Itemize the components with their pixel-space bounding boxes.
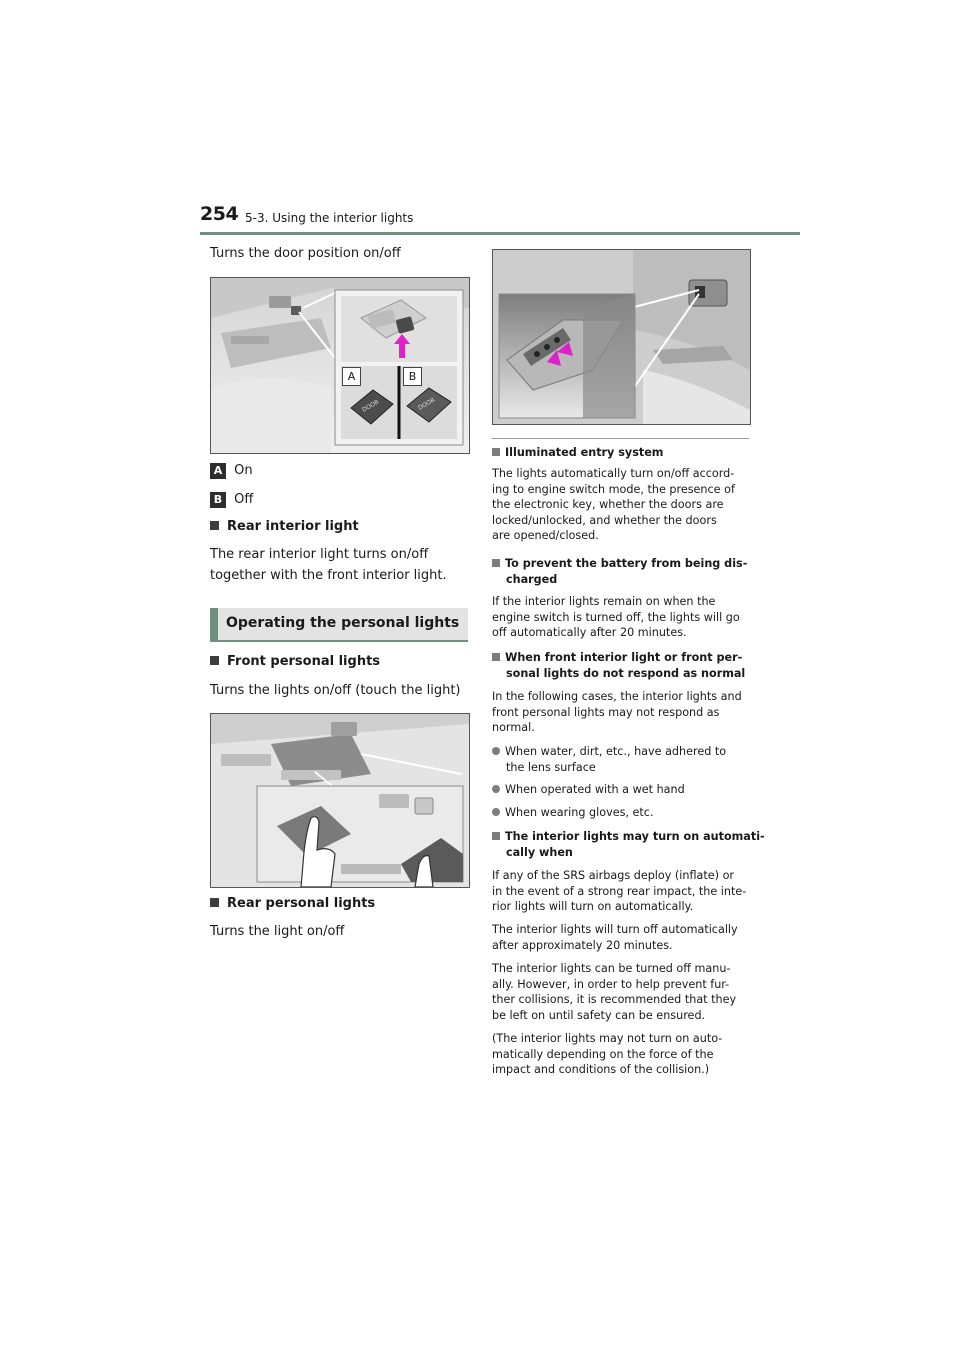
automatic-heading [492, 829, 765, 860]
rear-interior-heading [210, 516, 359, 537]
bullet-text: When operated with a wet hand [505, 783, 685, 796]
automatic-line: If any of the SRS airbags deploy (inflate) or [492, 869, 735, 882]
rear-personal-heading-text: Rear personal lights [227, 896, 376, 911]
svg-text:DOOR: DOOR [361, 398, 381, 414]
automatic-line: The interior lights will turn off automatically [492, 923, 738, 936]
legend-text-off: Off [234, 492, 254, 507]
door-switch-figure [210, 277, 470, 454]
automatic-line: after approximately 20 minutes. [492, 938, 673, 952]
operating-heading-text: Operating the personal lights [226, 615, 460, 631]
dot-bullet-icon [492, 808, 500, 816]
not-respond-heading-line-1: When front interior light or front per- [505, 651, 743, 664]
section-title: 5-3. Using the interior lights [245, 211, 414, 225]
square-bullet-icon [210, 521, 219, 530]
door-switch-illustration [211, 278, 469, 453]
not-respond-heading-line-2: sonal lights do not respond as normal [506, 666, 746, 680]
not-respond-line: front personal lights may not respond as [492, 705, 720, 719]
bullet-text-cont: the lens surface [506, 760, 596, 774]
illuminated-line: ing to engine switch mode, the presence of [492, 482, 735, 496]
automatic-line: (The interior lights may not turn on auto- [492, 1032, 723, 1045]
automatic-paragraph-2 [492, 922, 738, 953]
rear-interior-line-2: together with the front interior light. [210, 568, 447, 583]
rear-personal-text: Turns the light on/off [210, 924, 345, 939]
legend-text-on: On [234, 463, 253, 478]
automatic-line: ther collisions, it is recommended that they [492, 993, 737, 1006]
square-bullet-icon [492, 559, 500, 567]
front-personal-text: Turns the lights on/off (touch the light) [210, 683, 461, 698]
illuminated-heading [492, 445, 663, 461]
automatic-line: in the event of a strong rear impact, the inte- [492, 884, 747, 898]
not-respond-heading [492, 650, 745, 681]
rear-personal-heading [210, 893, 375, 914]
automatic-line: The interior lights can be turned off manu- [492, 962, 731, 975]
automatic-line: impact and conditions of the collision.) [492, 1063, 710, 1076]
battery-heading [492, 556, 747, 587]
illuminated-paragraph [492, 466, 735, 544]
automatic-heading-line-2: cally when [506, 845, 573, 859]
automatic-paragraph-4 [492, 1031, 722, 1078]
square-bullet-icon [492, 832, 500, 840]
rear-personal-illustration [493, 250, 750, 424]
not-respond-line: In the following cases, the interior lights and [492, 690, 742, 703]
automatic-line: be left on until safety can be ensured. [492, 1008, 706, 1022]
square-bullet-icon [210, 898, 219, 907]
bullet-item [492, 782, 685, 798]
header-rule [200, 232, 800, 235]
illuminated-line: are opened/closed. [492, 529, 599, 542]
bullet-text: When wearing gloves, etc. [505, 806, 654, 819]
automatic-heading-line-1: The interior lights may turn on automati- [505, 830, 765, 843]
battery-line: off automatically after 20 minutes. [492, 626, 687, 639]
front-personal-heading [210, 651, 380, 672]
divider-line [492, 438, 749, 439]
legend-key-a: A [210, 463, 226, 479]
front-personal-figure [210, 713, 470, 888]
front-personal-illustration [211, 714, 469, 887]
svg-text:DOOR: DOOR [417, 396, 437, 412]
square-bullet-icon [210, 656, 219, 665]
dot-bullet-icon [492, 747, 500, 755]
battery-line: engine switch is turned off, the lights will go [492, 610, 740, 624]
figure-label-a: A [342, 367, 361, 386]
automatic-line: ally. However, in order to help prevent fur- [492, 977, 730, 991]
bullet-text: When water, dirt, etc., have adhered to [505, 745, 727, 758]
not-respond-paragraph [492, 689, 742, 736]
front-personal-heading-text: Front personal lights [227, 654, 381, 669]
operating-personal-lights-heading [210, 608, 468, 642]
illuminated-line: locked/unlocked, and whether the doors [492, 513, 717, 527]
dot-bullet-icon [492, 785, 500, 793]
automatic-paragraph-1 [492, 868, 746, 915]
bullet-item [492, 744, 726, 775]
rear-interior-text [210, 544, 447, 586]
battery-heading-line-1: To prevent the battery from being dis- [505, 557, 748, 570]
rear-interior-line-1: The rear interior light turns on/off [210, 547, 429, 562]
rear-personal-figure [492, 249, 751, 425]
battery-heading-line-2: charged [506, 572, 558, 586]
automatic-paragraph-3 [492, 961, 736, 1023]
square-bullet-icon [492, 653, 500, 661]
rear-interior-heading-text: Rear interior light [227, 519, 359, 534]
square-bullet-icon [492, 448, 500, 456]
illuminated-line: the electronic key, whether the doors are [492, 498, 724, 511]
not-respond-line: normal. [492, 721, 535, 734]
automatic-line: rior lights will turn on automatically. [492, 900, 694, 913]
bullet-item [492, 805, 654, 821]
legend-item-off [210, 489, 253, 510]
illuminated-line: The lights automatically turn on/off accord- [492, 467, 735, 480]
battery-paragraph [492, 594, 740, 641]
figure-label-b: B [403, 367, 422, 386]
legend-key-b: B [210, 492, 226, 508]
legend-item-on [210, 460, 253, 481]
page-number: 254 [200, 203, 239, 225]
automatic-line: matically depending on the force of the [492, 1047, 714, 1061]
illuminated-heading-text: Illuminated entry system [505, 446, 664, 459]
battery-line: If the interior lights remain on when the [492, 595, 716, 608]
door-intro-text: Turns the door position on/off [210, 246, 401, 261]
